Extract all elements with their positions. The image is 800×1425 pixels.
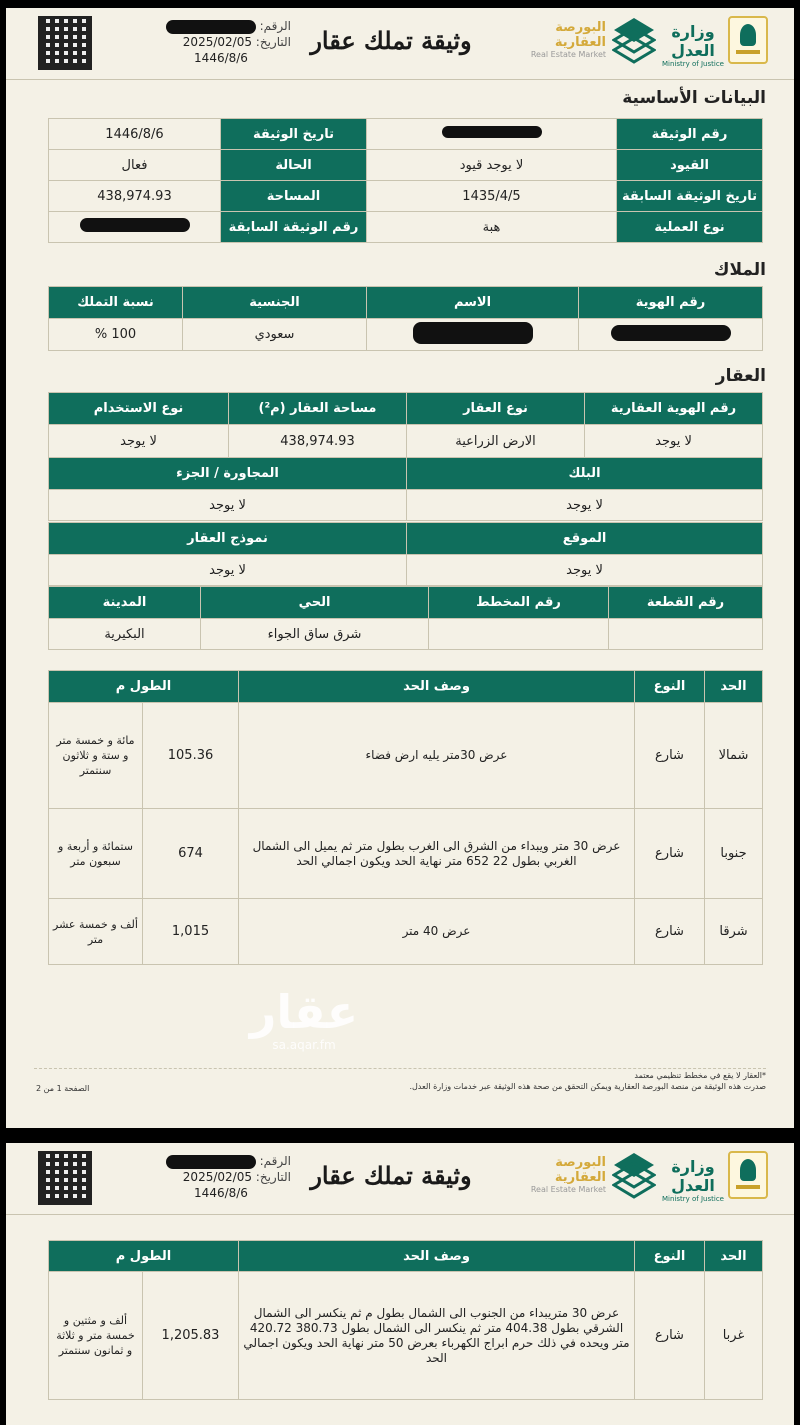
- location-table: [48, 522, 763, 586]
- district-value: شرق ساق الجواء: [201, 619, 429, 650]
- doc-date-label: تاريخ الوثيقة: [221, 119, 367, 150]
- border-kind: شارع: [635, 809, 705, 899]
- border-description: عرض 30 متر ويبداء من الشرق الى الغرب بطول متر ثم يميل الى الشمال الغربي بطول 22 652 متر نهاية الحد ويكون اجمالي الحد: [239, 809, 635, 899]
- adjacent-label: المجاورة / الجزء: [49, 458, 407, 490]
- plan-number-value: [429, 619, 609, 650]
- table-row: [49, 319, 763, 351]
- moj-logo-en: Ministry of Justice: [662, 60, 724, 68]
- footer-divider: [34, 1068, 766, 1069]
- footer-note-1: *العقار لا يقع في مخطط تنظيمي معتمد: [634, 1071, 766, 1080]
- borders-header-side: الحد: [705, 671, 763, 703]
- basic-data-table: [48, 118, 763, 243]
- document-meta: [151, 18, 291, 66]
- operation-type-label: نوع العملية: [617, 212, 763, 243]
- section-title-basic: البيانات الأساسية: [622, 88, 766, 108]
- section-title-owners: الملاك: [713, 260, 766, 280]
- owner-nationality: سعودي: [183, 319, 367, 351]
- border-description: عرض 30 متريبداء من الجنوب الى الشمال بطول م ثم ينكسر الى الشمال الشرقي بطول 404.38 متر ثم ينكسر الى الشمال بطول 380.73 420.72 متر ويحده في ذلك حرم ابراج الكهرباء بعرض 50 متر نهاية الحد ويكون اجمالي الحد: [239, 1272, 635, 1400]
- borders-table-continued: [48, 1240, 763, 1400]
- border-length: 674: [143, 809, 239, 899]
- redacted-owner-id: [611, 325, 731, 341]
- border-length: 1,015: [143, 899, 239, 965]
- area-label: المساحة: [221, 181, 367, 212]
- property-type: الارض الزراعية: [407, 425, 585, 458]
- model-value: لا يوجد: [49, 555, 407, 586]
- property-table: [48, 392, 763, 458]
- property-area: 438,974.93: [229, 425, 407, 458]
- location-label: الموقع: [407, 523, 763, 555]
- owners-header-share: نسبة التملك: [49, 287, 183, 319]
- page-number: الصفحة 1 من 2: [36, 1084, 90, 1093]
- aqar-watermark: [242, 986, 366, 1052]
- hijri-date: 1446/8/6: [194, 51, 248, 65]
- border-length-words: مائة و خمسة متر و ستة و ثلاثون سنتمتر: [49, 703, 143, 809]
- table-row: [49, 425, 763, 458]
- saudi-emblem-icon: [728, 16, 768, 64]
- market-logo-en: Real Estate Market: [530, 50, 606, 59]
- doc-number-value: [367, 119, 617, 150]
- redacted-doc-number: [442, 126, 542, 138]
- footer-note-2: صدرت هذه الوثيقة من منصة البورصة العقارية ويمكن التحقق من صحة هذه الوثيقة عبر خدمات وزارة العدل.: [409, 1082, 766, 1091]
- table-header-row: [49, 458, 763, 490]
- number-label: الرقم:: [259, 1154, 291, 1168]
- table-header-row: [49, 1241, 763, 1272]
- table-row: [49, 119, 763, 150]
- moj-logo-ar: وزارة العدل: [671, 1157, 715, 1195]
- prev-doc-number-label: رقم الوثيقة السابقة: [221, 212, 367, 243]
- city-label: المدينة: [49, 587, 201, 619]
- qr-code-icon: [38, 1151, 92, 1205]
- redacted-number: [166, 20, 256, 34]
- redacted-owner-name: [413, 322, 533, 344]
- border-side: جنوبا: [705, 809, 763, 899]
- border-kind: شارع: [635, 899, 705, 965]
- document-page-2: [6, 1143, 794, 1425]
- restrictions-label: القيود: [617, 150, 763, 181]
- borders-header-kind: النوع: [635, 671, 705, 703]
- owner-id: [579, 319, 763, 351]
- property-header-re-id: رقم الهوية العقارية: [585, 393, 763, 425]
- footer-notes: [166, 1070, 766, 1092]
- border-kind: شارع: [635, 703, 705, 809]
- property-header-area: مساحة العقار (م²): [229, 393, 407, 425]
- border-length: 1,205.83: [143, 1272, 239, 1400]
- border-length-words: ألف و مثتين و خمسة متر و ثلاثة و ثمانون سنتمتر: [49, 1272, 143, 1400]
- borders-header-length: الطول م: [49, 1241, 239, 1272]
- document-title: وثيقة تملك عقار: [310, 26, 472, 55]
- table-header-row: [49, 587, 763, 619]
- market-emblem-icon: [612, 1151, 656, 1201]
- borders-header-length: الطول م: [49, 671, 239, 703]
- borders-header-description: وصف الحد: [239, 1241, 635, 1272]
- owners-header-id: رقم الهوية: [579, 287, 763, 319]
- table-header-row: [49, 393, 763, 425]
- section-title-property: العقار: [715, 366, 766, 386]
- border-length-words: ستمائة و أربعة و سبعون متر: [49, 809, 143, 899]
- table-row: [49, 703, 763, 809]
- model-label: نموذج العقار: [49, 523, 407, 555]
- location-value: لا يوجد: [407, 555, 763, 586]
- watermark-url: sa.aqar.fm: [272, 1038, 336, 1052]
- real-estate-market-logo: [514, 1155, 606, 1194]
- plan-number-label: رقم المخطط: [429, 587, 609, 619]
- plot-number-label: رقم القطعة: [609, 587, 763, 619]
- moj-logo-en: Ministry of Justice: [662, 1195, 724, 1203]
- qr-code-icon: [38, 16, 92, 70]
- border-side: شرقا: [705, 899, 763, 965]
- property-re-id: لا يوجد: [585, 425, 763, 458]
- ministry-of-justice-logo: [658, 22, 728, 68]
- border-length-words: ألف و خمسة عشر متر: [49, 899, 143, 965]
- property-header-type: نوع العقار: [407, 393, 585, 425]
- market-logo-ar: البورصة العقارية: [554, 20, 606, 50]
- owner-share: % 100: [49, 319, 183, 351]
- table-row: [49, 212, 763, 243]
- borders-header-description: وصف الحد: [239, 671, 635, 703]
- borders-header-side: الحد: [705, 1241, 763, 1272]
- border-length: 105.36: [143, 703, 239, 809]
- prev-doc-number-value: [49, 212, 221, 243]
- district-label: الحي: [201, 587, 429, 619]
- document-header: [6, 8, 794, 80]
- gregorian-date: 2025/02/05: [182, 35, 252, 49]
- market-emblem-icon: [612, 16, 656, 66]
- borders-table: [48, 670, 763, 965]
- border-kind: شارع: [635, 1272, 705, 1400]
- table-row: [49, 809, 763, 899]
- doc-number-label: رقم الوثيقة: [617, 119, 763, 150]
- document-page-1: [6, 8, 794, 1128]
- table-header-row: [49, 287, 763, 319]
- table-row: [49, 181, 763, 212]
- gregorian-date: 2025/02/05: [182, 1170, 252, 1184]
- doc-date-value: 1446/8/6: [49, 119, 221, 150]
- document-meta: [151, 1153, 291, 1201]
- table-row: [49, 1272, 763, 1400]
- restrictions-value: لا يوجد قيود: [367, 150, 617, 181]
- adjacent-value: لا يوجد: [49, 490, 407, 521]
- redacted-number: [166, 1155, 256, 1169]
- watermark-text: عقار: [249, 985, 359, 1039]
- market-logo-ar: البورصة العقارية: [554, 1155, 606, 1185]
- market-logo-en: Real Estate Market: [530, 1185, 606, 1194]
- table-row: [49, 619, 763, 650]
- border-side: شمالا: [705, 703, 763, 809]
- border-description: عرض 40 متر: [239, 899, 635, 965]
- operation-type-value: هبة: [367, 212, 617, 243]
- date-label: التاريخ:: [255, 1170, 291, 1184]
- hijri-date: 1446/8/6: [194, 1186, 248, 1200]
- saudi-emblem-icon: [728, 1151, 768, 1199]
- real-estate-market-logo: [514, 20, 606, 59]
- area-value: 438,974.93: [49, 181, 221, 212]
- table-row: [49, 490, 763, 521]
- block-value: لا يوجد: [407, 490, 763, 521]
- status-value: فعال: [49, 150, 221, 181]
- table-header-row: [49, 671, 763, 703]
- table-header-row: [49, 523, 763, 555]
- owners-table: [48, 286, 763, 351]
- plot-number-value: [609, 619, 763, 650]
- moj-logo-ar: وزارة العدل: [671, 22, 715, 60]
- block-label: البلك: [407, 458, 763, 490]
- borders-header-kind: النوع: [635, 1241, 705, 1272]
- prev-doc-date-label: تاريخ الوثيقة السابقة: [617, 181, 763, 212]
- border-side: غربا: [705, 1272, 763, 1400]
- city-value: البكيرية: [49, 619, 201, 650]
- number-label: الرقم:: [259, 19, 291, 33]
- document-title: وثيقة تملك عقار: [310, 1161, 472, 1190]
- redacted-prev-doc-number: [80, 218, 190, 232]
- document-header: [6, 1143, 794, 1215]
- table-row: [49, 555, 763, 586]
- plot-table: [48, 586, 763, 650]
- table-row: [49, 150, 763, 181]
- property-usage: لا يوجد: [49, 425, 229, 458]
- property-header-usage: نوع الاستخدام: [49, 393, 229, 425]
- block-table: [48, 457, 763, 521]
- prev-doc-date-value: 1435/4/5: [367, 181, 617, 212]
- date-label: التاريخ:: [255, 35, 291, 49]
- border-description: عرض 30متر يليه ارض فضاء: [239, 703, 635, 809]
- ministry-of-justice-logo: [658, 1157, 728, 1203]
- owner-name: [367, 319, 579, 351]
- owners-header-nationality: الجنسية: [183, 287, 367, 319]
- table-row: [49, 899, 763, 965]
- owners-header-name: الاسم: [367, 287, 579, 319]
- status-label: الحالة: [221, 150, 367, 181]
